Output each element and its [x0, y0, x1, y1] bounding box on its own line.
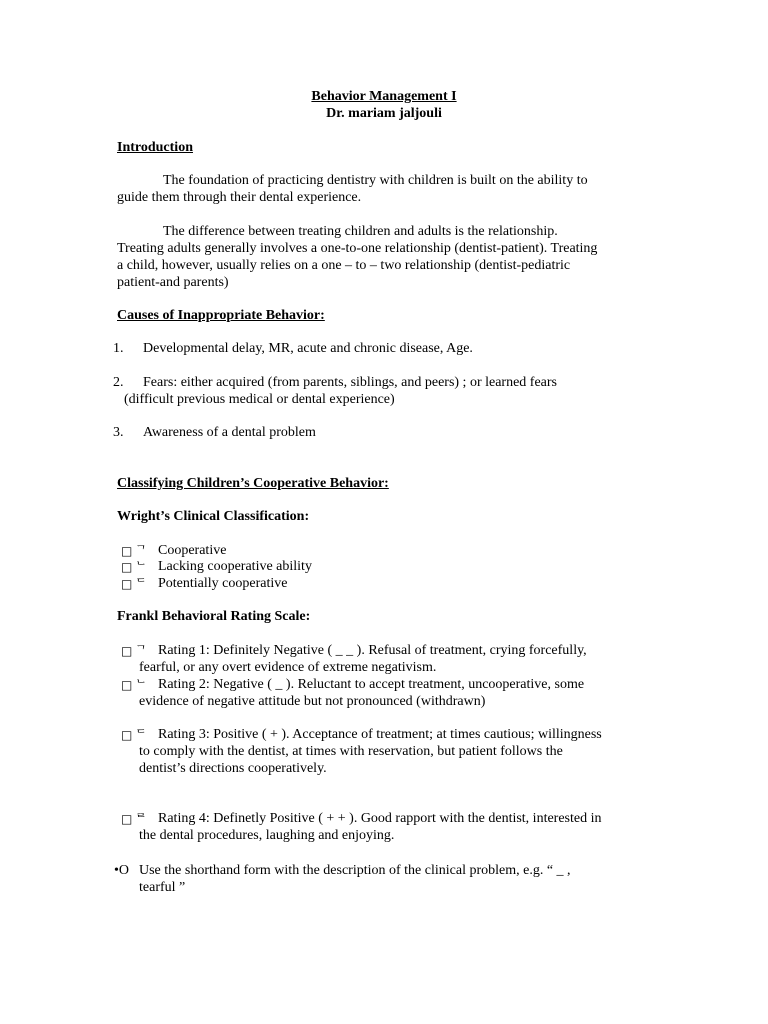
- checkbox-icon: □: [121, 678, 133, 692]
- intro-paragraph-1-line-1: The foundation of practicing dentistry with children is built on the ability to: [163, 173, 588, 188]
- rating-text-line-2: to comply with the dentist, at times with reservation, but patient follows the: [139, 744, 563, 759]
- wright-item-lacking: [121, 558, 521, 575]
- frankl-heading: Frankl Behavioral Rating Scale:: [117, 609, 311, 624]
- marker-icon: ᄀ: [135, 644, 147, 658]
- rating-text-line-1: Rating 2: Negative ( _ ). Reluctant to accept treatment, uncooperative, some: [158, 677, 585, 692]
- rating-text-line-2: the dental procedures, laughing and enjoying.: [139, 828, 395, 843]
- rating-text-line-3: dentist’s directions cooperatively.: [139, 761, 327, 776]
- frankl-rating-2: [121, 676, 681, 710]
- causes-item-2: [113, 374, 673, 408]
- frankl-rating-1: [121, 642, 681, 676]
- list-item-text: Developmental delay, MR, acute and chronic disease, Age.: [143, 341, 473, 356]
- causes-heading: Causes of Inappropriate Behavior:: [117, 308, 325, 323]
- frankl-rating-3: [121, 726, 681, 777]
- wright-heading: Wright’s Clinical Classification:: [117, 509, 310, 524]
- wright-item-potential: [121, 575, 521, 592]
- intro-paragraph-2-line-1: The difference between treating children and adults is the relationship.: [163, 224, 558, 239]
- note-text-line-1: Use the shorthand form with the description of the clinical problem, e.g. “ _ ,: [139, 863, 571, 878]
- classifying-heading: Classifying Children’s Cooperative Behavior:: [117, 476, 389, 491]
- checkbox-icon: □: [121, 577, 133, 591]
- intro-paragraph-1-line-2: guide them through their dental experience.: [117, 190, 362, 205]
- list-number: 1.: [113, 341, 124, 356]
- marker-icon: ᄅ: [135, 812, 147, 826]
- checkbox-icon: □: [121, 544, 133, 558]
- author-line: Dr. mariam jaljouli: [326, 106, 442, 121]
- document-title: [0, 88, 768, 122]
- rating-text-line-1: Rating 4: Definetly Positive ( + + ). Good rapport with the dentist, interested in: [158, 811, 602, 826]
- rating-text-line-1: Rating 1: Definitely Negative ( _ _ ). Refusal of treatment, crying forcefully,: [158, 643, 587, 658]
- bullet-icon: •O: [114, 863, 130, 878]
- marker-icon: ᄂ: [135, 678, 147, 692]
- wright-item-label: Cooperative: [158, 543, 227, 558]
- checkbox-icon: □: [121, 728, 133, 742]
- causes-item-1: [113, 340, 673, 357]
- list-number: 2.: [113, 375, 124, 390]
- marker-icon: ᄀ: [135, 544, 147, 558]
- marker-icon: ᄃ: [135, 728, 147, 742]
- title-line: Behavior Management I: [311, 89, 457, 104]
- introduction-heading: Introduction: [117, 140, 193, 155]
- checkbox-icon: □: [121, 644, 133, 658]
- rating-text-line-2: fearful, or any overt evidence of extreme negativism.: [139, 660, 437, 675]
- list-number: 3.: [113, 425, 124, 440]
- list-item-text: Fears: either acquired (from parents, siblings, and peers) ; or learned fears: [143, 375, 558, 390]
- causes-item-3: [113, 424, 673, 441]
- intro-paragraph-2-line-2: Treating adults generally involves a one-to-one relationship (dentist-patient). Treating: [117, 241, 598, 256]
- rating-text-line-1: Rating 3: Positive ( + ). Acceptance of treatment; at times cautious; willingness: [158, 727, 602, 742]
- list-item-text-cont: (difficult previous medical or dental experience): [124, 392, 395, 407]
- intro-paragraph-2-line-4: patient-and parents): [117, 275, 229, 290]
- wright-item-label: Potentially cooperative: [158, 576, 288, 591]
- checkbox-icon: □: [121, 812, 133, 826]
- frankl-rating-4: [121, 810, 681, 844]
- rating-text-line-2: evidence of negative attitude but not pronounced (withdrawn): [139, 694, 486, 709]
- checkbox-icon: □: [121, 560, 133, 574]
- list-item-text: Awareness of a dental problem: [143, 425, 316, 440]
- wright-item-cooperative: [121, 542, 521, 559]
- note-text-line-2: tearful ”: [139, 880, 186, 895]
- marker-icon: ᄂ: [135, 560, 147, 574]
- shorthand-note: [114, 862, 674, 896]
- wright-item-label: Lacking cooperative ability: [158, 559, 312, 574]
- intro-paragraph-2-line-3: a child, however, usually relies on a one – to – two relationship (dentist-pediatric: [117, 258, 571, 273]
- marker-icon: ᄃ: [135, 577, 147, 591]
